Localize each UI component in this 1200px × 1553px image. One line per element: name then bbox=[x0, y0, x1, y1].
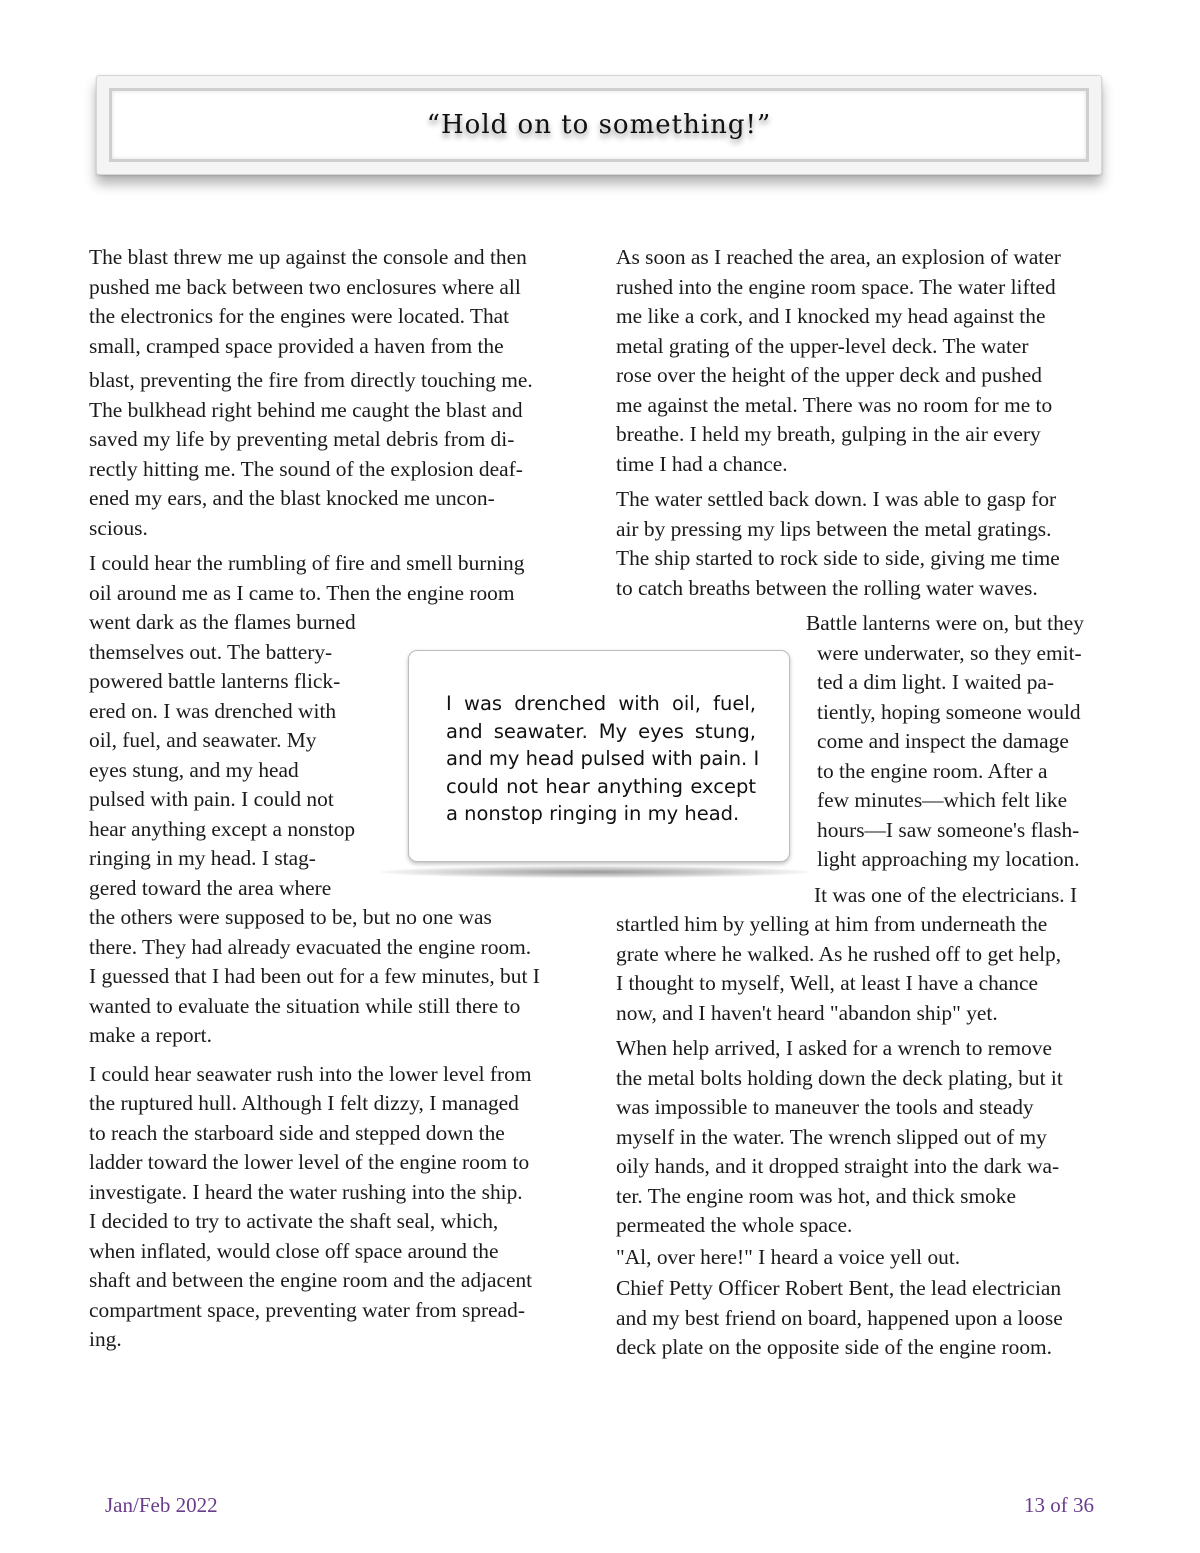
right-paragraph-6 bbox=[616, 1243, 1116, 1273]
text-line: blast, preventing the fire from directly touching me. bbox=[89, 368, 533, 392]
text-line: oily hands, and it dropped straight into the dark wa- bbox=[616, 1154, 1060, 1178]
footer-issue-date: Jan/Feb 2022 bbox=[105, 1493, 218, 1517]
text-line: I thought to myself, Well, at least I have a chance bbox=[616, 971, 1038, 995]
text-line: grate where he walked. As he rushed off to get help, bbox=[616, 941, 1062, 966]
text-line: scious. bbox=[89, 515, 148, 540]
text-line: to reach the starboard side and stepped down the bbox=[89, 1120, 505, 1145]
text-line: ringing in my head. I stag- bbox=[89, 846, 316, 870]
text-line: compartment space, preventing water from spread- bbox=[89, 1297, 525, 1322]
right-paragraph-1 bbox=[616, 243, 1116, 479]
text-line: oil around me as I came to. Then the engine room bbox=[89, 580, 515, 605]
pull-quote-line: and my head pulsed with pain. I bbox=[446, 747, 760, 770]
text-line: It was one of the electricians. I bbox=[814, 882, 1078, 907]
pull-quote-line: a nonstop ringing in my head. bbox=[446, 802, 740, 825]
text-line: shaft and between the engine room and the adjacent bbox=[89, 1268, 533, 1292]
text-line: the electronics for the engines were located. That bbox=[89, 304, 510, 328]
pull-quote-box bbox=[408, 650, 790, 862]
text-line: ladder toward the lower level of the engine room to bbox=[89, 1150, 530, 1174]
text-line: ened my ears, and the blast knocked me uncon- bbox=[89, 486, 495, 510]
text-line: I guessed that I had been out for a few minutes, but I bbox=[89, 964, 540, 988]
text-line: when inflated, would close off space around the bbox=[89, 1238, 499, 1263]
text-line: pulsed with pain. I could not bbox=[89, 787, 334, 811]
text-line: saved my life by preventing metal debris from di- bbox=[89, 427, 515, 451]
text-line: powered battle lanterns flick- bbox=[89, 669, 341, 693]
text-line: hear anything except a nonstop bbox=[89, 816, 356, 841]
text-line: startled him by yelling at him from underneath the bbox=[616, 912, 1048, 936]
text-line: metal grating of the upper-level deck. The water bbox=[616, 333, 1029, 358]
text-line: air by pressing my lips between the metal gratings. bbox=[616, 516, 1052, 541]
text-line: to the engine room. After a bbox=[817, 758, 1048, 783]
text-line: oil, fuel, and seawater. My bbox=[89, 728, 317, 752]
text-line: The ship started to rock side to side, giving me time bbox=[616, 546, 1060, 570]
text-line: come and inspect the damage bbox=[817, 729, 1069, 753]
text-line: few minutes—which felt like bbox=[817, 788, 1068, 812]
text-line: light approaching my location. bbox=[817, 847, 1080, 871]
text-line: me like a cork, and I knocked my head against the bbox=[616, 304, 1046, 328]
text-line: I could hear seawater rush into the lower level from bbox=[89, 1061, 532, 1086]
text-line: The blast threw me up against the console and then bbox=[89, 245, 527, 269]
title-inner-box bbox=[109, 88, 1089, 162]
text-line: me against the metal. There was no room for me to bbox=[616, 392, 1053, 417]
text-line: investigate. I heard the water rushing into the ship. bbox=[89, 1179, 523, 1204]
text-line: "Al, over here!" I heard a voice yell out. bbox=[616, 1244, 961, 1269]
text-line: went dark as the flames burned bbox=[89, 610, 356, 634]
text-line: The water settled back down. I was able to gasp for bbox=[616, 487, 1057, 511]
right-paragraph-2 bbox=[616, 485, 1116, 603]
text-line: myself in the water. The wrench slipped out of my bbox=[616, 1124, 1047, 1149]
text-line: were underwater, so they emit- bbox=[817, 640, 1082, 665]
text-line: gered toward the area where bbox=[89, 875, 332, 900]
text-line: As soon as I reached the area, an explosion of water bbox=[616, 245, 1061, 269]
right-paragraph-7 bbox=[616, 1274, 1116, 1363]
text-line: ted a dim light. I waited pa- bbox=[817, 670, 1055, 694]
text-line: small, cramped space provided a haven from the bbox=[89, 333, 504, 358]
text-line: Chief Petty Officer Robert Bent, the lead electrician bbox=[616, 1276, 1062, 1300]
text-line: permeated the whole space. bbox=[616, 1213, 853, 1237]
text-line: to catch breaths between the rolling water waves. bbox=[616, 575, 1038, 600]
pull-quote-line: and seawater. My eyes stung, bbox=[446, 719, 756, 743]
text-line: tiently, hoping someone would bbox=[817, 699, 1081, 724]
text-line: wanted to evaluate the situation while still there to bbox=[89, 993, 521, 1018]
text-line: I decided to try to activate the shaft seal, which, bbox=[89, 1209, 499, 1233]
text-line: breathe. I held my breath, gulping in the air every bbox=[616, 422, 1041, 446]
text-line: ing. bbox=[89, 1327, 122, 1351]
text-line: the metal bolts holding down the deck plating, but it bbox=[616, 1065, 1063, 1090]
text-line: time I had a chance. bbox=[616, 451, 788, 476]
text-line: now, and I haven't heard "abandon ship" yet. bbox=[616, 1000, 998, 1025]
title-frame bbox=[96, 75, 1102, 175]
text-line: ered on. I was drenched with bbox=[89, 698, 337, 723]
text-line: there. They had already evacuated the engine room. bbox=[89, 934, 532, 959]
text-line: rectly hitting me. The sound of the explosion deaf- bbox=[89, 456, 523, 481]
text-line: The bulkhead right behind me caught the blast and bbox=[89, 397, 523, 422]
text-line: and my best friend on board, happened upon a loose bbox=[616, 1305, 1063, 1330]
text-line: rushed into the engine room space. The water lifted bbox=[616, 274, 1056, 299]
pull-quote-shadow bbox=[380, 866, 810, 878]
text-line: pushed me back between two enclosures where all bbox=[89, 274, 521, 299]
pull-quote-line: I was drenched with oil, fuel, bbox=[446, 692, 756, 715]
text-line: was impossible to maneuver the tools and steady bbox=[616, 1095, 1034, 1119]
footer-page-number: 13 of 36 bbox=[1024, 1493, 1094, 1517]
pull-quote-line: could not hear anything except bbox=[446, 774, 756, 798]
left-paragraph-1 bbox=[89, 243, 589, 543]
text-line: make a report. bbox=[89, 1023, 212, 1047]
right-paragraph-5 bbox=[616, 1034, 1116, 1241]
text-line: hours—I saw someone's flash- bbox=[817, 817, 1080, 842]
text-line: ter. The engine room was hot, and thick smoke bbox=[616, 1183, 1016, 1208]
text-line: the ruptured hull. Although I felt dizzy, I managed bbox=[89, 1091, 519, 1115]
article-title: “Hold on to something!” bbox=[426, 110, 772, 140]
text-line: Battle lanterns were on, but they bbox=[806, 611, 1084, 635]
text-line: eyes stung, and my head bbox=[89, 757, 299, 782]
text-line: themselves out. The battery- bbox=[89, 639, 333, 664]
text-line: deck plate on the opposite side of the engine room. bbox=[616, 1335, 1053, 1359]
text-line: I could hear the rumbling of fire and smell burning bbox=[89, 551, 525, 575]
pull-quote-text bbox=[446, 690, 760, 828]
text-line: rose over the height of the upper deck and pushed bbox=[616, 363, 1042, 387]
text-line: the others were supposed to be, but no one was bbox=[89, 905, 492, 929]
right-paragraph-4 bbox=[616, 881, 1116, 1029]
left-paragraph-3 bbox=[89, 1060, 589, 1355]
text-line: When help arrived, I asked for a wrench to remove bbox=[616, 1036, 1052, 1060]
